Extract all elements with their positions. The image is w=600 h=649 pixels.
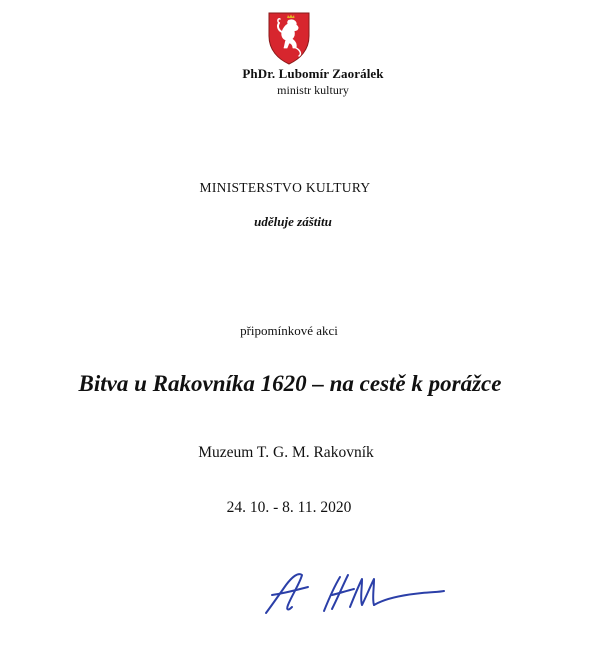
event-venue: Muzeum T. G. M. Rakovník bbox=[198, 444, 374, 461]
czech-coat-of-arms-icon bbox=[266, 10, 312, 66]
ministry-name: MINISTERSTVO KULTURY bbox=[199, 180, 371, 195]
minister-title: ministr kultury bbox=[277, 83, 349, 97]
event-type: připomínkové akci bbox=[240, 323, 338, 338]
event-dates: 24. 10. - 8. 11. 2020 bbox=[226, 499, 352, 516]
patronage-statement: uděluje záštitu bbox=[254, 214, 332, 229]
minister-name: PhDr. Lubomír Zaorálek bbox=[242, 66, 384, 81]
handwritten-signature-icon bbox=[262, 565, 447, 620]
event-title: Bitva u Rakovníka 1620 – na cestě k porážce bbox=[78, 371, 502, 396]
